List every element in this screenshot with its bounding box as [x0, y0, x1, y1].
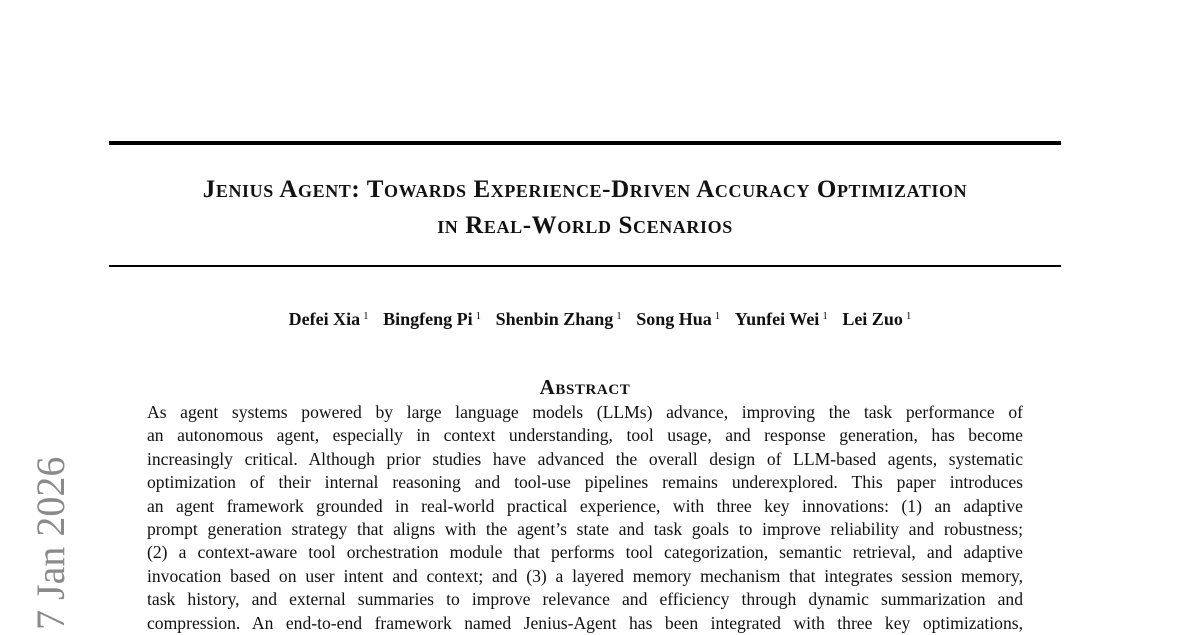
author-name: Lei Zuo — [842, 309, 903, 329]
abstract-line: increasingly critical. Although prior studies have advanced the overall design of LLM-based agents, systematic — [147, 448, 1023, 469]
abstract-heading: Abstract — [539, 375, 631, 399]
author-name: Bingfeng Pi — [383, 309, 473, 329]
abstract-line: compression. An end-to-end framework named Jenius-Agent has been integrated with three key optimizations, — [147, 612, 1023, 633]
author — [383, 309, 481, 330]
author — [289, 309, 369, 330]
author-affiliation: 1 — [905, 310, 912, 322]
author-affiliation: 1 — [475, 310, 482, 322]
abstract-line: (2) a context-aware tool orchestration module that performs tool categorization, semantic retrieval, and adaptive — [147, 542, 1023, 563]
abstract-line: optimization of their internal reasoning and tool-use pipelines remains underexplored. This paper introduces — [147, 472, 1023, 493]
abstract-line: an agent framework grounded in real-world practical experience, with three key innovations: (1) an adaptive — [147, 495, 1023, 516]
author — [842, 309, 911, 330]
author-affiliation: 1 — [616, 310, 622, 322]
author-name: Song Hua — [636, 309, 712, 329]
author — [496, 309, 622, 330]
author-affiliation: 1 — [714, 310, 721, 322]
author — [636, 309, 720, 330]
paper-title-line-2: in Real-World Scenarios — [437, 212, 733, 239]
author-affiliation: 1 — [363, 310, 369, 322]
arxiv-date-stamp: 7 Jan 2026 — [28, 456, 73, 630]
title-top-rule — [109, 141, 1061, 145]
paper-title-line-1: Jenius Agent: Towards Experience-Driven Accuracy Optimization — [202, 176, 968, 203]
abstract-body — [147, 401, 1023, 635]
author-name: Yunfei Wei — [734, 309, 820, 329]
author-list — [0, 309, 1200, 330]
abstract-line: task history, and external summaries to improve relevance and efficiency through dynamic summarization and — [147, 589, 1023, 610]
abstract-line: prompt generation strategy that aligns with the agent’s state and task goals to improve reliability and robustness; — [147, 519, 1023, 540]
title-bottom-rule — [109, 265, 1061, 267]
author-affiliation: 1 — [822, 310, 828, 322]
author — [735, 309, 828, 330]
author-name: Shenbin Zhang — [495, 309, 614, 329]
abstract-line: invocation based on user intent and context; and (3) a layered memory mechanism that integrates session memory, — [147, 565, 1023, 586]
abstract-line: As agent systems powered by large language models (LLMs) advance, improving the task performance of — [147, 402, 1023, 422]
author-name: Defei Xia — [288, 309, 361, 329]
abstract-line: an autonomous agent, especially in context understanding, tool usage, and response generation, has become — [147, 425, 1023, 446]
